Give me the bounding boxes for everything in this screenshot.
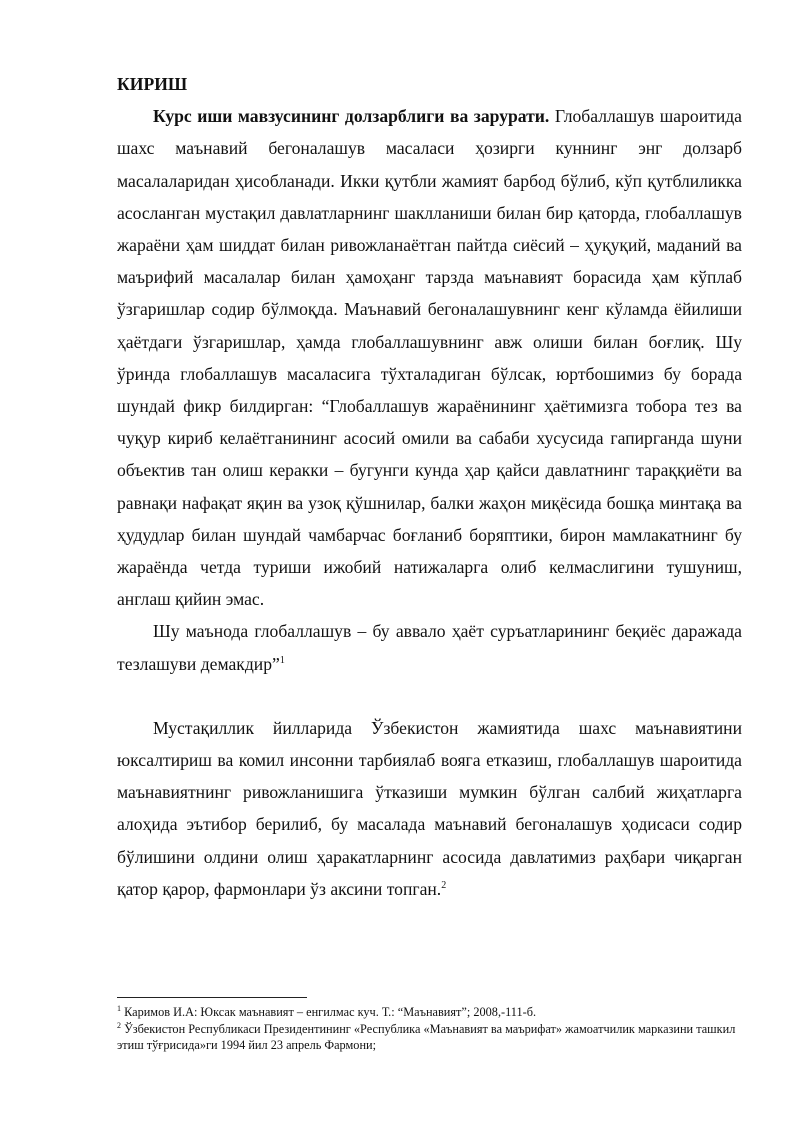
footnote-mark: 2 [117, 1020, 121, 1030]
footnote-1 [117, 1004, 742, 1021]
footnote-separator [117, 997, 307, 998]
paragraph-text: Глобаллашув шароитида шахс маънавий бегоналашув масаласи ҳозирги куннинг энг долзарб масалаларидан ҳисобланади. Икки қутбли жамият барбод бўлиб, кўп қутблиликка асосланган мустақил давлатларнинг шаклланиши билан бир қаторда, глобаллашув жараёни ҳам шиддат билан ривожланаётган пайтда сиёсий – ҳуқуқий, маданий ва маърифий масалалар билан ҳамоҳанг тарзда маънавият борасида ҳам кўплаб ўзгаришлар содир бўлмоқда. Маънавий бегоналашувнинг кенг кўламда ёйилиши ҳаётдаги ўзгаришлар, ҳамда глобаллашувнинг авж олиши билан боғлиқ. Шу ўринда глобаллашув масаласига тўхталадиган бўлсак, юртбошимиз бу борада шундай фикр билдирган: “Глобаллашув жараёнининг ҳаётимизга тобора тез ва чуқур кириб келаётганининг асосий омили ва сабаби хусусида гапирганда шуни объектив тан олиш керакки – бугунги кунда ҳар қайси давлатнинг тараққиёти ва равнақи нафақат яқин ва узоқ қўшнилар, балки жаҳон миқёсида бошқа минтақа ва ҳудудлар билан шундай чамбарчас боғланиб боряптики, бирон мамлакатнинг бу жараёнда четда туриши ижобий натижаларга олиб келмаслигини тушуниш, англаш қийин эмас. [117, 106, 742, 610]
footnote-mark: 1 [117, 1003, 121, 1013]
footnote-reference[interactable]: 2 [441, 880, 447, 892]
footnote-reference[interactable]: 1 [279, 654, 285, 666]
paragraph-lead: Курс иши мавзусининг долзарблиги ва зарурати. [153, 106, 550, 127]
paragraph-text: Шу маънода глобаллашув – бу аввало ҳаёт суръатларининг беқиёс даражада тезлашуви демакдир” [117, 621, 742, 674]
footnote-text: Ўзбекистон Республикаси Президентининг «Республика «Маънавият ва маърифат» жамоатчилик марказини ташкил этиш тўғрисида»ги 1994 йил 23 апрель Фармони; [117, 1021, 736, 1052]
paragraph-text: Мустақиллик йилларида Ўзбекистон жамиятида шахс маънавиятини юксалтириш ва комил инсонни тарбиялаб вояга етказиш, глобаллашув шароитида маънавиятнинг ривожланишига ўтказиши мумкин бўлган салбий жиҳатларга алоҳида эътибор берилиб, бу масалада маънавий бегоналашув ҳодисаси содир бўлишини олдини олиш ҳаракатларнинг асосида давлатимиз раҳбари чиқарган қатор қарор, фармонлари ўз аксини топган. [117, 717, 742, 899]
document-body [117, 68, 742, 905]
footnotes [117, 1004, 742, 1054]
section-heading: КИРИШ [117, 74, 188, 94]
paragraph-globalization-meaning [117, 615, 742, 679]
paragraph-independence-years [117, 712, 742, 905]
footnote-2 [117, 1021, 742, 1054]
footnote-text: Каримов И.А: Юксак маънавият – енгилмас куч. Т.: “Маънавият”; 2008,-111-б. [121, 1005, 537, 1019]
paragraph-relevance [117, 100, 742, 615]
